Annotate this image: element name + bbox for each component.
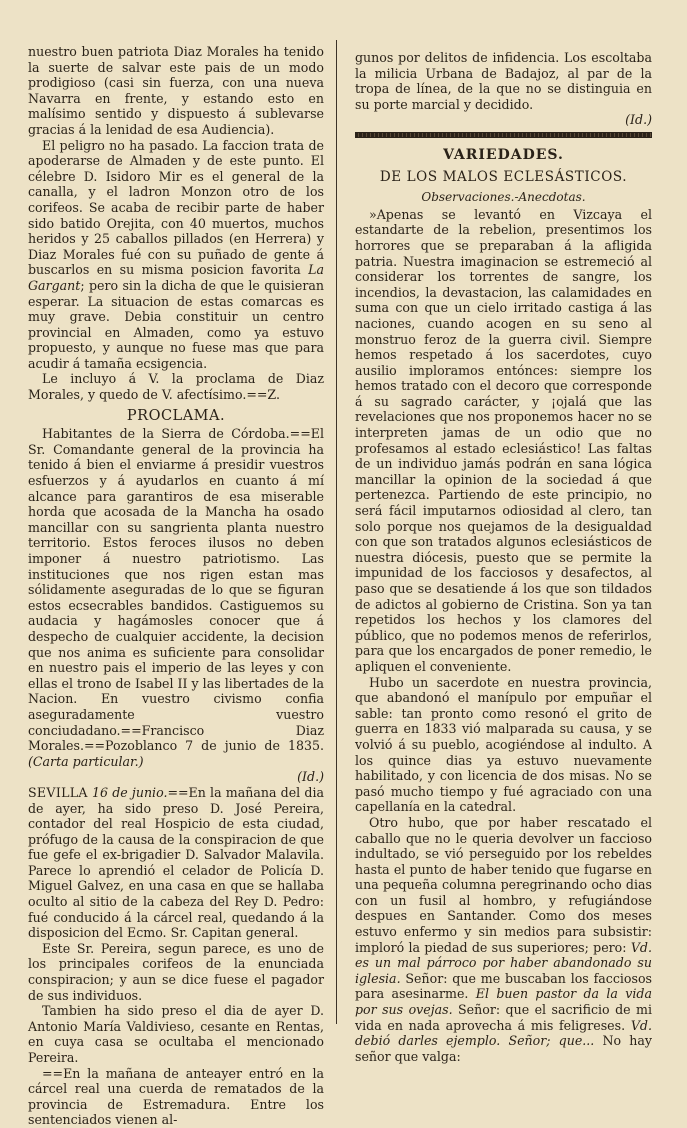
source-note: (Carta particular.) xyxy=(28,753,144,769)
article-paragraph: Otro hubo, que por haber rescatado el caballo que no le queria devolver un faccioso indultado, se vió perseguido por los rebeldes hasta el punto de haber tenido que fugarse en una pequeña columna peregrinando ocho dias con un fusil al hombro, y refugiándose despues en Santander. Como dos meses estuvo enfermo y sin medios para subsistir: imploró la piedad de sus superiores; pero: Vd. es un mal párroco por haber abandonado su iglesia. Señor: que me buscaban los facciosos para asesinarme. El buen pastor da la vida por sus ovejas. Señor: que el sacrificio de mi vida en nada aprovecha á mis feligreses. Vd. debió darles ejemplo. Señor; que... No hay señor que valga: xyxy=(355,814,652,1064)
article-paragraph: Hubo un sacerdote en nuestra provincia, que abandonó el manípulo por empuñar el sable: tan pronto como resonó el grito de guerra en 1833 vió malparada su causa, y se volvió á su pueblo, acogiéndose al indulto. A los quince dias ya estuvo nuevamente habilitado, y con licencia de dos misas. No se pasó mucho tiempo y fué agraciado con una capellanía en la catedral. xyxy=(355,674,652,815)
article-paragraph: El peligro no ha pasado. La faccion trata de apoderarse de Almaden y de este punto. El célebre D. Isidoro Mir es el general de la canalla, y el ladron Monzon otro de los corifeos. Se acaba de recibir parte de haber sido batido Orejita, con 40 muertos, muchos heridos y 25 caballos pillados (en Herrera) y Diaz Morales fué con su puñado de gente á buscarlos en su misma posicion favorita La Gargant; pero sin la dicha de que le quisieran esperar. La situacion de estas comarcas es muy grave. Debia constituir un centro provincial en Almaden, como ya estuvo propuesto, y aunque no fuese mas que para acudir á tamaña ecsigencia. xyxy=(28,137,324,371)
closing-paragraph: Le incluyo á V. la proclama de Diaz Morales, y quedo de V. afectísimo.==Z. xyxy=(28,371,324,403)
proclama-text: Habitantes de la Sierra de Córdoba.==El Sr. Comandante general de la provincia ha tenido á bien el enviarme á presidir vuestros esfuerzos y á ayudarlos en cuanto á mí alcance para garantiros de esa miserable horda que acosada de la Mancha ha osado mancillar con su sangrienta planta nuestro territorio. Estos feroces ilusos no deben imponer á nuestro patriotismo. Las instituciones que nos rigen estan mas sólidamente aseguradas de lo que se figuran estos ecsecrables bandidos. Castiguemos su audacia y hagámosles conocer que á despecho de cualquier accidente, la decision que nos anima es suficiente para consolidar en nuestro pais el imperio de las leyes y con ellas el trono de Isabel II y las libertades de la Nacion. En vuestro civismo confia aseguradamente vuestro conciudadano.==Francisco Diaz Morales.==Pozoblanco 7 de junio de 1835. (Carta particular.) xyxy=(28,426,324,769)
left-column xyxy=(28,44,324,1128)
article-paragraph: ==En la mañana de anteayer entró en la cárcel real una cuerda de rematados de la provincia de Estremadura. Entre los sentenciados vienen al- xyxy=(28,1065,324,1128)
proclama-heading: PROCLAMA. xyxy=(126,407,226,424)
article-paragraph: Este Sr. Pereira, segun parece, es uno de los principales corifeos de la enunciada conspiracion; y aun se dice fuese el pagador de sus individuos. xyxy=(28,940,324,1003)
article-paragraph: »Apenas se levantó en Vizcaya el estandarte de la rebelion, presentimos los horrores que se preparaban á la afligida patria. Nuestra imaginacion se estremeció al considerar los torrentes de sangre, los incendios, la devastacion, las calamidades en suma con que un cielo irritado castiga á las naciones, cuando acogen en su seno al monstruo feroz de la guerra civil. Siempre hemos respetado á los sacerdotes, cuyo ausilio imploramos entónces: siempre los hemos tratado con el decoro que corresponde á su sagrado carácter, y ¡ojalá que las revelaciones que nos proponemos hacer no se interpreten jamas de un odio que no profesamos al estado eclesiástico! Las faltas de un individuo jamás podrán en sana lógica mancillar la opinion de la sociedad á que pertenezca. Partiendo de este principio, no será fácil imputarnos odiosidad al clero, tan solo porque nos quejamos de la desigualdad con que son tratados algunos eclesiásticos de nuestra diócesis, puesto que se permite la impunidad de los facciosos y desafectos, al paso que se desatiende á los que son tildados de adictos al gobierno de Cristina. Son ya tan repetidos los hechos y los clamores del público, que no podemos menos de referirlos, para que los encargados de poner remedio, le apliquen el conveniente. xyxy=(355,206,652,674)
news-item-sevilla: SEVILLA 16 de junio.==En la mañana del dia de ayer, ha sido preso D. José Pereira, contador del real Hospicio de esta ciudad, prófugo de la causa de la conspiracion de que fue gefe el ex-brigadier D. Salvador Malavila. Parece lo aprendió el celador de Policía D. Miguel Galvez, en una casa en que se hallaba oculto al sitio de la cabeza del Rey D. Pedro: fué conducido á la cárcel real, quedando á la disposicion del Ecmo. Sr. Capitan general. xyxy=(28,784,324,941)
dateline-date: 16 de junio. xyxy=(92,784,168,800)
dateline-place: SEVILLA xyxy=(28,784,88,800)
article-paragraph: Tambien ha sido preso el dia de ayer D. Antonio María Valdivieso, cesante en Rentas, en cuya casa se ocultaba el mencionado Pereira. xyxy=(28,1003,324,1065)
section-rule xyxy=(355,132,652,138)
right-column xyxy=(355,50,652,1064)
source-id: (Id.) xyxy=(625,112,652,128)
column-divider xyxy=(336,40,337,1024)
section-heading: VARIEDADES. xyxy=(443,146,564,163)
place-name: La Gargant xyxy=(28,262,324,293)
article-paragraph: nuestro buen patriota Diaz Morales ha tenido la suerte de salvar este pais de un modo prodigioso (casi sin fuerza, con una nueva Navarra en frente, y estando esto en malísimo sentido y dispuesto á sublevarse gracias á la lenidad de esa Audiencia). xyxy=(28,44,324,137)
article-title: DE LOS MALOS ECLESÁSTICOS. xyxy=(379,168,628,185)
source-id: (Id.) xyxy=(297,769,324,785)
article-paragraph: gunos por delitos de infidencia. Los escoltaba la milicia Urbana de Badajoz, al par de la tropa de línea, de la que no se distinguia en su porte marcial y decidido. xyxy=(355,50,652,112)
article-subheading: Observaciones.-Anecdotas. xyxy=(421,190,586,205)
